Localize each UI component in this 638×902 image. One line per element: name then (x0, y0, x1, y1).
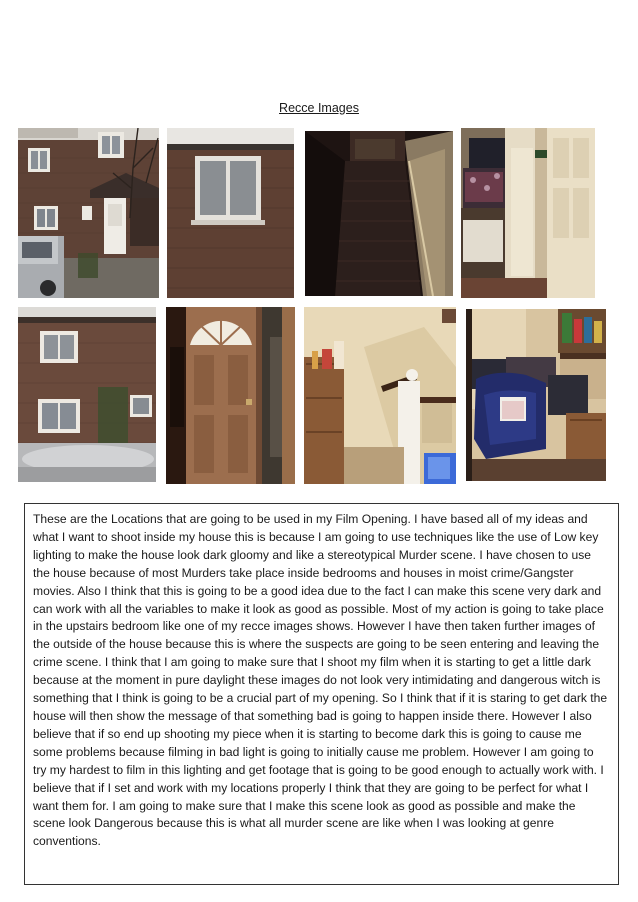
recce-photo-staircase (305, 131, 453, 296)
recce-photo-house-side (18, 307, 156, 482)
recce-photo-window (167, 128, 294, 298)
description-text-box (24, 503, 619, 885)
description-paragraph: These are the Locations that are going to be used in my Film Opening. I have based all of my ideas and what I want to shoot inside my house this is because I am going to use techniques like the use of Low key lighting to make the house look dark gloomy and like a stereotypical Murder scene. I have chosen to use the house because of most Murders take place inside bedrooms and houses in moist crime/Gangster movies. Also I think that this is going to be a good idea due to the fact I can make this scene very dark and can work with all the variables to make it look as good as possible. Most of my action is going to take place in the upstairs bedroom like one of my recce images shows. However I have then taken further images of the outside of the house because this is where the suspects are going to be seen entering and leaving the crime scene. I think that I am going to make sure that I shoot my film when it is starting to get a little dark because at the moment in pure daylight these images do not look very intimidating and dangerous witch is something that I think is going to be a crucial part of my opening. So I think that if it is staring to get dark the house will then show the message of that something bad is going to happen inside there. However I also believe that if so end up shooting my piece when it is starting to become dark this is going to cause me some problems because filming in bad light is going to initially cause me problem. However I am going to try my hardest to film in this lighting and get footage that is going to be good enough to actually work with. I believe that if I set and work with my locations properly I think that they are going to be perfect for what I want them for. I am going to make sure that I make this scene look as good as possible and make the scene look Dangerous because this is what all murder scene are like when I was looking at genre conventions. (33, 512, 608, 849)
recce-photo-house-front (18, 128, 159, 298)
page-title: Recce Images (279, 101, 359, 115)
recce-photo-stair-landing (304, 307, 456, 484)
recce-photo-front-door (166, 307, 295, 484)
recce-photo-hallway-doors (461, 128, 595, 298)
recce-photo-bedroom (466, 309, 606, 481)
